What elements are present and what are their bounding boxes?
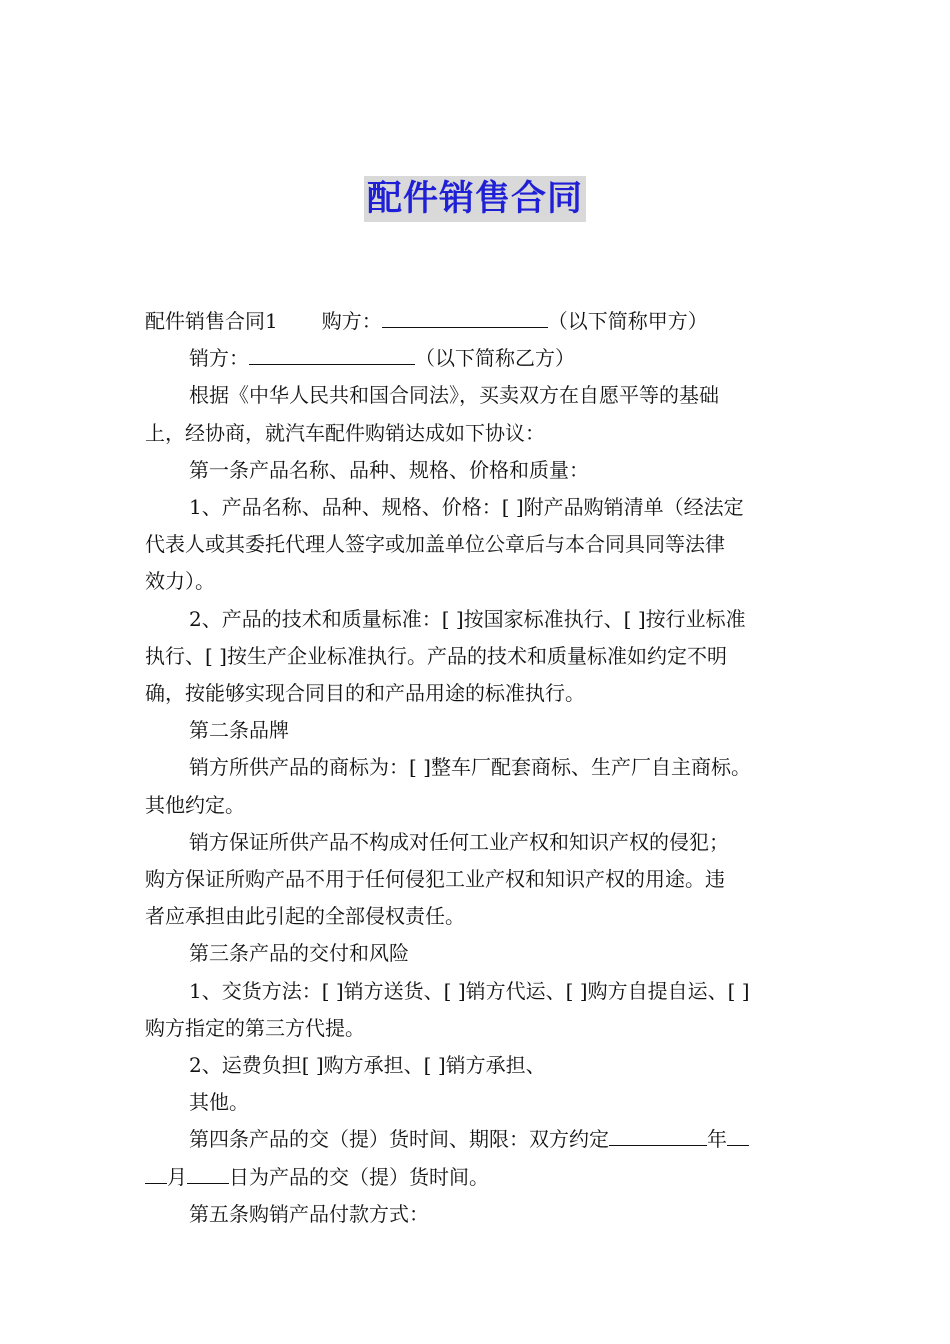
article-2-para-1-line-2: 其他约定。 — [145, 792, 245, 817]
article-2-para-2-line-1: 销方保证所供产品不构成对任何工业产权和知识产权的侵犯； — [189, 829, 729, 854]
article-5-title: 第五条购销产品付款方式： — [189, 1201, 429, 1226]
article-1-title: 第一条产品名称、品种、规格、价格和质量： — [189, 457, 589, 482]
intro-line-2: 上，经协商，就汽车配件购销达成如下协议： — [145, 420, 545, 445]
article-2-para-2-line-3: 者应承担由此引起的全部侵权责任。 — [145, 904, 465, 929]
seller-suffix: （以下简称乙方） — [415, 346, 575, 371]
article-1-item-1-line-1: 1、产品名称、品种、规格、价格：[ ]附产品购销清单（经法定 — [189, 495, 744, 520]
article-1-item-2-line-1: 2、产品的技术和质量标准：[ ]按国家标准执行、[ ]按行业标准 — [189, 606, 746, 631]
article-1-item-2-line-2: 执行、[ ]按生产企业标准执行。产品的技术和质量标准如约定不明 — [145, 643, 727, 668]
article-4-line-2 — [145, 1159, 815, 1196]
article-1-item-1-line-2: 代表人或其委托代理人签字或加盖单位公章后与本合同具同等法律 — [145, 532, 725, 557]
title-wrap — [0, 176, 950, 222]
article-3-item-1-line-2: 购方指定的第三方代提。 — [145, 1015, 365, 1040]
intro-line-1: 根据《中华人民共和国合同法》，买卖双方在自愿平等的基础 — [189, 383, 719, 408]
article-4-line-1 — [145, 1121, 815, 1158]
buyer-suffix: （以下简称甲方） — [547, 309, 708, 333]
month-blank-part-2 — [145, 1159, 167, 1184]
article-2-title: 第二条品牌 — [189, 718, 289, 743]
day-blank — [187, 1159, 229, 1184]
document-title: 配件销售合同 — [364, 176, 586, 222]
article-1-item-2-line-3: 确，按能够实现合同目的和产品用途的标准执行。 — [145, 681, 585, 706]
article-3-title: 第三条产品的交付和风险 — [189, 941, 409, 966]
year-blank — [609, 1121, 707, 1146]
header-label: 配件销售合同1 — [145, 309, 278, 333]
article-4-text: 第四条产品的交（提）货时间、期限：双方约定 — [189, 1127, 609, 1152]
seller-line — [145, 340, 815, 377]
article-2-para-1-line-1: 销方所供产品的商标为：[ ]整车厂配套商标、生产厂自主商标。 — [189, 755, 751, 780]
article-3-item-1-line-1: 1、交货方法：[ ]销方送货、[ ]销方代运、[ ]购方自提自运、[ ] — [189, 978, 750, 1003]
buyer-blank — [382, 303, 548, 328]
seller-blank — [249, 340, 415, 365]
document-body — [145, 303, 815, 1233]
month-blank-part-1 — [727, 1121, 749, 1146]
day-text: 日为产品的交（提）货时间。 — [229, 1164, 489, 1189]
header-line — [145, 303, 815, 340]
article-3-other: 其他。 — [189, 1090, 249, 1115]
buyer-label: 购方： — [321, 309, 382, 333]
seller-label: 销方： — [189, 346, 249, 371]
article-3-item-2: 2、运费负担[ ]购方承担、[ ]销方承担、 — [189, 1053, 546, 1078]
article-2-para-2-line-2: 购方保证所购产品不用于任何侵犯工业产权和知识产权的用途。违 — [145, 867, 725, 892]
month-label: 月 — [167, 1164, 187, 1189]
article-1-item-1-line-3: 效力）。 — [145, 569, 215, 594]
year-label: 年 — [707, 1127, 727, 1152]
